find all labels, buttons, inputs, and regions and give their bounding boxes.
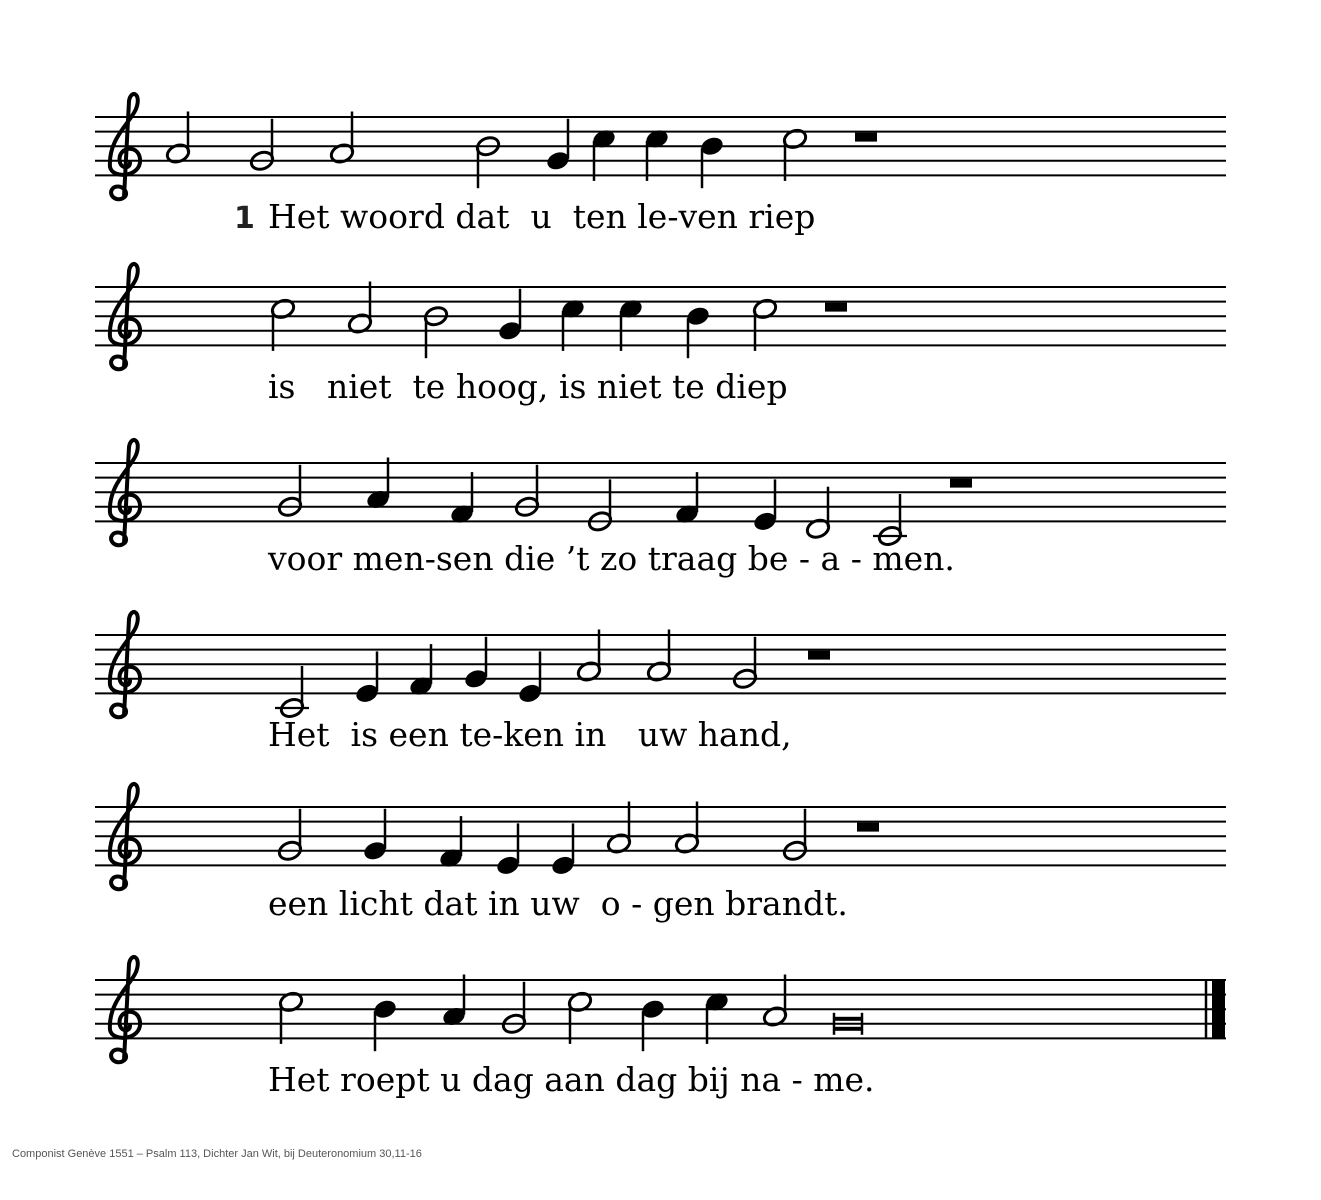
lyric-line-3: voor men-sen die ’t zo traag be - a - men.: [268, 539, 955, 578]
lyric-line-1: Het woord dat u ten le-ven riep: [268, 197, 816, 236]
half-rest: [950, 479, 972, 488]
note-A4-half: [762, 975, 788, 1029]
note-A4-quarter: [441, 975, 467, 1029]
lyric-line-2: is niet te hoog, is niet te diep: [268, 367, 788, 406]
note-F4-quarter: [674, 472, 700, 526]
half-rest: [855, 133, 877, 142]
half-rest: [857, 823, 879, 832]
note-A4-half: [674, 802, 700, 856]
half-rest: [825, 303, 847, 312]
note-A4-half: [606, 802, 632, 856]
note-D4-half: [805, 487, 831, 541]
credit-line: Componist Genève 1551 – Psalm 113, Dichter Jan Wit, bij Deuteronomium 30,11-16: [12, 1148, 422, 1160]
note-C5-quarter: [618, 297, 644, 351]
note-C5-quarter: [704, 990, 730, 1044]
note-C5-half: [270, 297, 296, 351]
note-A4-half: [329, 112, 355, 166]
note-C5-quarter: [560, 297, 586, 351]
note-C5-half: [782, 127, 808, 181]
note-F4-quarter: [449, 472, 475, 526]
lyric-line-5: een licht dat in uw o - gen brandt.: [268, 884, 848, 923]
note-A4-half: [576, 630, 602, 684]
verse-number: 1: [234, 201, 255, 236]
note-F4-quarter: [438, 816, 464, 870]
note-F4-quarter: [408, 644, 434, 698]
lyric-line-4: Het is een te-ken in uw hand,: [268, 715, 792, 754]
note-A4-half: [347, 282, 373, 336]
lyric-line-6: Het roept u dag aan dag bij na - me.: [268, 1060, 875, 1099]
note-C5-half: [278, 990, 304, 1044]
note-C5-half: [567, 990, 593, 1044]
note-C5-half: [752, 297, 778, 351]
note-C5-quarter: [644, 127, 670, 181]
half-rest: [808, 651, 830, 660]
note-A4-half: [165, 112, 191, 166]
final-barline-thick: [1212, 980, 1225, 1038]
note-C5-quarter: [591, 127, 617, 181]
note-A4-half: [646, 630, 672, 684]
note-A4-quarter: [365, 458, 391, 512]
